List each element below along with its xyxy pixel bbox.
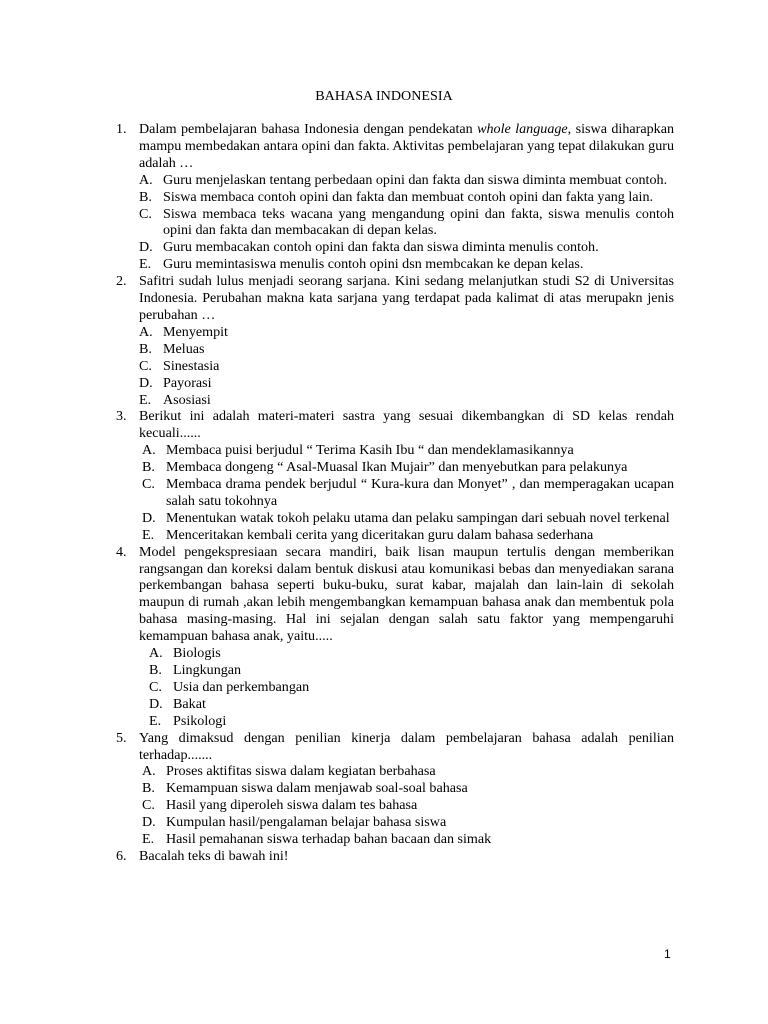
question-number: 3. bbox=[116, 408, 127, 425]
option-a bbox=[139, 172, 674, 189]
option-label: B. bbox=[149, 662, 162, 678]
option-text: Sinestasia bbox=[163, 357, 220, 374]
question-text: Model pengekspresiaan secara mandiri, baik lisan maupun tertulis dengan memberikan rangsangan dan koreksi dalam bentuk diskusi atau komunikasi bebas dan menyediakan sarana perkembangan bahasa seperti buku-buku, surat kabar, majalah dan lain-lain di sekolah maupun di rumah ,akan lebih mengembangkan kemampuan bahasa anak dan membentuk pola bahasa masing-masing. Hal ini sejalan dengan salah satu faktor yang mempengaruhi kemampuan bahasa anak, yaitu..... bbox=[139, 543, 674, 645]
option-b bbox=[139, 189, 674, 206]
option-text: Payorasi bbox=[163, 374, 212, 391]
option-label: C. bbox=[142, 797, 155, 814]
option-text: Guru membacakan contoh opini dan fakta dan siswa diminta menulis contoh. bbox=[163, 239, 599, 256]
option-d bbox=[139, 239, 674, 256]
document-title: BAHASA INDONESIA bbox=[315, 88, 453, 104]
option-label: A. bbox=[142, 763, 156, 780]
option-label: D. bbox=[149, 695, 163, 712]
option-label: D. bbox=[139, 374, 153, 391]
question-6 bbox=[116, 848, 674, 865]
question-list bbox=[116, 121, 674, 865]
option-c bbox=[142, 476, 674, 510]
question-number: 2. bbox=[116, 273, 127, 290]
option-list bbox=[139, 324, 674, 409]
option-text: Asosiasi bbox=[163, 391, 211, 408]
option-b bbox=[142, 780, 674, 797]
option-text: Membaca puisi berjudul “ Terima Kasih Ibu “ dan mendeklamasikannya bbox=[166, 442, 574, 459]
option-text: Meluas bbox=[163, 340, 205, 357]
option-label: A. bbox=[142, 442, 156, 459]
option-text: Siswa membaca contoh opini dan fakta dan membuat contoh opini dan fakta yang lain. bbox=[163, 188, 654, 205]
option-text: Bakat bbox=[173, 695, 206, 712]
question-1 bbox=[116, 121, 674, 273]
question-4 bbox=[116, 544, 674, 730]
page-number: 1 bbox=[664, 947, 671, 961]
option-a bbox=[142, 442, 674, 459]
option-d bbox=[139, 375, 674, 392]
option-text: Lingkungan bbox=[173, 662, 242, 678]
option-e bbox=[139, 392, 674, 409]
option-e bbox=[142, 831, 674, 848]
question-text: Bacalah teks di bawah ini! bbox=[139, 847, 289, 864]
option-label: A. bbox=[149, 645, 163, 662]
question-5 bbox=[116, 730, 674, 848]
question-text-part: Dalam pembelajaran bahasa Indonesia dengan pendekatan bbox=[139, 121, 478, 137]
option-text: Menyempit bbox=[163, 323, 228, 340]
option-label: E. bbox=[142, 831, 155, 848]
option-label: C. bbox=[149, 678, 162, 695]
option-text: Psikologi bbox=[173, 712, 227, 729]
question-text: Berikut ini adalah materi-materi sastra yang sesuai dikembangkan di SD kelas rendah kecuali...... bbox=[139, 408, 674, 442]
option-label: A. bbox=[139, 323, 153, 340]
option-label: C. bbox=[142, 476, 155, 493]
option-text: Siswa membaca teks wacana yang mengandung opini dan fakta, siswa menulis contoh opini dan fakta dan membacakan di depan kelas. bbox=[163, 205, 674, 239]
option-c bbox=[149, 679, 674, 696]
question-text: Yang dimaksud dengan penilian kinerja dalam pembelajaran bahasa adalah penilian terhadap....... bbox=[139, 729, 674, 763]
option-text: Proses aktifitas siswa dalam kegiatan berbahasa bbox=[166, 763, 436, 780]
option-label: A. bbox=[139, 171, 153, 188]
option-list bbox=[139, 442, 674, 543]
option-text: Hasil yang diperoleh siswa dalam tes bahasa bbox=[166, 797, 418, 814]
option-c bbox=[139, 206, 674, 240]
option-c bbox=[139, 358, 674, 375]
option-text: Guru memintasiswa menulis contoh opini dsn membcakan ke depan kelas. bbox=[163, 256, 584, 273]
question-text-italic: whole language bbox=[477, 121, 568, 137]
option-text: Menentukan watak tokoh pelaku utama dan pelaku sampingan dari sebuah novel terkenal bbox=[166, 509, 670, 526]
option-list bbox=[139, 172, 674, 273]
option-label: E. bbox=[139, 256, 152, 273]
option-b bbox=[139, 341, 674, 358]
option-text: Membaca dongeng “ Asal-Muasal Ikan Mujair” dan menyebutkan para pelakunya bbox=[166, 459, 628, 476]
option-b bbox=[142, 459, 674, 476]
question-text bbox=[139, 121, 674, 172]
option-a bbox=[149, 645, 674, 662]
option-text: Kemampuan siswa dalam menjawab soal-soal bahasa bbox=[166, 780, 468, 797]
option-e bbox=[139, 256, 674, 273]
option-label: B. bbox=[142, 459, 155, 476]
option-label: D. bbox=[139, 239, 153, 256]
question-number: 6. bbox=[116, 847, 127, 864]
option-label: E. bbox=[139, 391, 152, 408]
option-a bbox=[139, 324, 674, 341]
question-3 bbox=[116, 408, 674, 543]
option-text: Usia dan perkembangan bbox=[173, 678, 310, 695]
option-d bbox=[142, 814, 674, 831]
option-text: Kumpulan hasil/pengalaman belajar bahasa siswa bbox=[166, 814, 447, 831]
option-label: E. bbox=[149, 712, 162, 729]
question-text: Safitri sudah lulus menjadi seorang sarjana. Kini sedang melanjutkan studi S2 di Universitas Indonesia. Perubahan makna kata sarjana yang terdapat pada kalimat di atas merupakn jenis perubahan … bbox=[139, 273, 674, 323]
option-text: Biologis bbox=[173, 645, 221, 662]
option-list bbox=[139, 763, 674, 848]
option-e bbox=[149, 713, 674, 730]
option-c bbox=[142, 797, 674, 814]
option-label: D. bbox=[142, 814, 156, 831]
option-label: B. bbox=[142, 780, 155, 797]
option-d bbox=[149, 696, 674, 713]
option-b bbox=[149, 662, 674, 679]
option-label: E. bbox=[142, 526, 155, 543]
option-label: B. bbox=[139, 188, 152, 205]
option-list bbox=[139, 645, 674, 730]
option-d bbox=[142, 510, 674, 527]
option-label: B. bbox=[139, 340, 152, 357]
question-2 bbox=[116, 273, 674, 408]
option-a bbox=[142, 763, 674, 780]
question-text-part: , siswa diharapkan mampu membedakan antara opini dan fakta. Aktivitas pembelajaran yang tepat dilakukan guru adalah … bbox=[139, 121, 674, 171]
option-e bbox=[142, 527, 674, 544]
question-number: 5. bbox=[116, 729, 127, 746]
option-label: D. bbox=[142, 509, 156, 526]
option-text: Menceritakan kembali cerita yang diceritakan guru dalam bahasa sederhana bbox=[166, 526, 594, 543]
question-number: 4. bbox=[116, 543, 127, 560]
option-label: C. bbox=[139, 205, 152, 222]
option-text: Guru menjelaskan tentang perbedaan opini dan fakta dan siswa diminta membuat contoh. bbox=[163, 171, 668, 188]
option-label: C. bbox=[139, 357, 152, 374]
question-number: 1. bbox=[116, 121, 127, 137]
option-text: Hasil pemahanan siswa terhadap bahan bacaan dan simak bbox=[166, 831, 492, 848]
option-text: Membaca drama pendek berjudul “ Kura-kura dan Monyet” , dan memperagakan ucapan salah satu tokohnya bbox=[166, 476, 674, 509]
